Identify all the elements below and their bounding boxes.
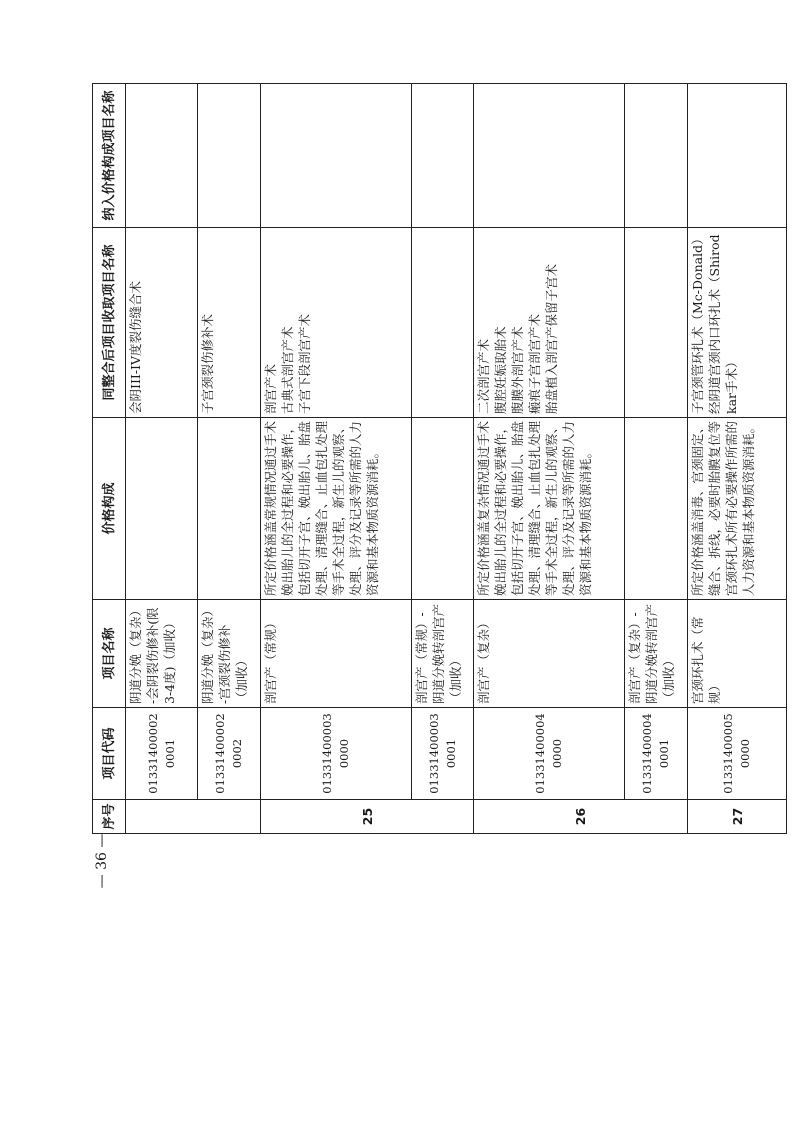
header-included: 纳入价格构成项目名称: [93, 84, 126, 228]
content-cell: [625, 418, 688, 600]
merged-cell: [688, 228, 787, 418]
merged-item: 子宫下段剖宫产术: [296, 313, 312, 414]
seq-cell: 25: [260, 800, 474, 834]
merged-cell: [625, 228, 688, 418]
content-cell: [198, 418, 261, 600]
table-row: [625, 84, 688, 834]
merged-cell: [198, 228, 261, 418]
included-cell: [260, 84, 411, 228]
name-cell: 剖宫产（复杂）-阴道分娩转剖宫产（加收）: [625, 600, 688, 708]
content-cell: [126, 418, 198, 600]
header-name: 项目名称: [93, 600, 126, 708]
table-row: [411, 84, 474, 834]
table-row: [126, 84, 198, 834]
name-cell: 阴道分娩（复杂）-会阴裂伤修补(限3-4度)（加收）: [126, 600, 198, 708]
code-cell: 013314000030001: [411, 708, 474, 800]
name-cell: 宫颈环扎术（常规）: [688, 600, 787, 708]
merged-item: 胎盘植入剖宫产保留子宫术: [544, 263, 560, 414]
included-cell: [625, 84, 688, 228]
code-cell: 013314000050000: [688, 708, 787, 800]
seq-cell: 26: [474, 800, 688, 834]
included-cell: [411, 84, 474, 228]
name-cell: 剖宫产（复杂）: [474, 600, 625, 708]
table-row: [260, 84, 411, 834]
content-cell: 所定价格涵盖消毒、宫颈固定、缝合、拆线，必要时胎膜复位等宫颈环扎术所有必要操作所需的人力资源和基本物质资源消耗。: [688, 418, 787, 600]
header-code: 项目代码: [93, 708, 126, 800]
merged-item: 二次剖宫产术: [476, 338, 492, 414]
code-cell: 013314000020001: [126, 708, 198, 800]
seq-cell: [126, 800, 261, 834]
merged-cell: [126, 228, 198, 418]
table-row: [688, 84, 787, 834]
included-cell: [688, 84, 787, 228]
table-header-row: [93, 84, 126, 834]
merged-item: 腹膜外剖宫产术: [510, 326, 526, 414]
included-cell: [126, 84, 198, 228]
included-cell: [198, 84, 261, 228]
table-row: [198, 84, 261, 834]
code-cell: 013314000040000: [474, 708, 625, 800]
code-cell: 013314000040001: [625, 708, 688, 800]
name-cell: 剖宫产（常规）: [260, 600, 411, 708]
merged-item: 腹腔妊娠取胎术: [493, 326, 509, 414]
merged-item: 剖宫产术: [262, 363, 278, 414]
seq-cell: 27: [688, 800, 787, 834]
page-number: — 36 —: [94, 833, 110, 889]
included-cell: [474, 84, 625, 228]
name-cell: 阴道分娩（复杂）-宫颈裂伤修补（加收）: [198, 600, 261, 708]
header-content: 价格构成: [93, 418, 126, 600]
content-cell: [411, 418, 474, 600]
code-cell: 013314000030000: [260, 708, 411, 800]
name-cell: 剖宫产（常规）-阴道分娩转剖宫产（加收）: [411, 600, 474, 708]
code-cell: 013314000020002: [198, 708, 261, 800]
content-cell: 所定价格涵盖复杂情况通过手术娩出胎儿的全过程和必要操作，包括切开子宫、娩出胎儿、胎盘处理、清理缝合、止血包扎处理等手术全过程，新生儿的观察、处理、评分及记录等所需的人力资源和基本物质资源消耗。: [474, 418, 625, 600]
merged-item: 瘢痕子宫剖宫产术: [527, 313, 543, 414]
merged-item: 子宫颈裂伤修补术: [200, 313, 216, 414]
header-merged: 同整合后项目收取项目名称: [93, 228, 126, 418]
table-row: [474, 84, 625, 834]
merged-item: 子宫颈管环扎术（Mc-Donald）: [690, 232, 706, 414]
header-seq: 序号: [93, 800, 126, 834]
rotated-table-container: [92, 84, 787, 834]
merged-cell: [260, 228, 411, 418]
merged-cell: [474, 228, 625, 418]
merged-cell: [411, 228, 474, 418]
merged-item: 古典式剖宫产术: [279, 326, 295, 414]
merged-item: 经阴道宫颈内口环扎术（Shirodkar手术）: [707, 234, 740, 414]
merged-item: 会阴III-IV度裂伤缝合术: [128, 280, 143, 414]
content-cell: 所定价格涵盖常规情况通过手术娩出胎儿的全过程和必要操作，包括切开子宫、娩出胎儿、胎盘处理、清理缝合、止血包扎处理等手术全过程，新生儿的观察、处理、评分及记录等所需的人力资源和基本物质资源消耗。: [260, 418, 411, 600]
pricing-table: [92, 83, 787, 834]
